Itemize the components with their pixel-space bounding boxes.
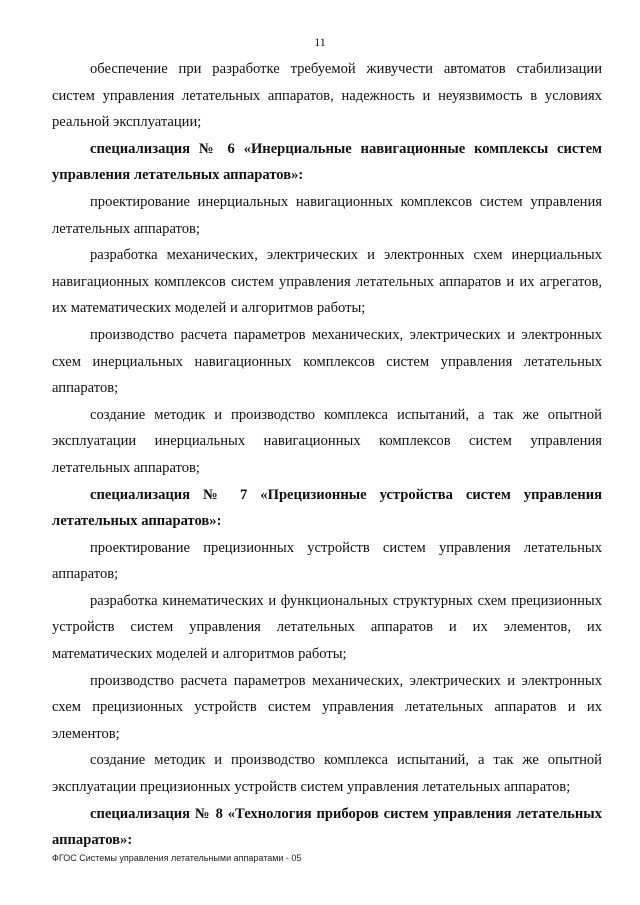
paragraph: производство расчета параметров механических, электрических и электронных схем инерциальных навигационных комплексов систем управления летательных аппаратов; (52, 326, 602, 397)
specialization-heading: специализация № 8 «Технология приборов систем управления летательных аппаратов»: (52, 805, 602, 849)
page-footer: ФГОС Системы управления летательными аппаратами - 05 (52, 853, 302, 863)
page-number: 11 (314, 35, 326, 49)
paragraph: разработка механических, электрических и электронных схем инерциальных навигационных комплексов систем управления летательных аппаратов и их агрегатов, их математических моделей и алгоритмов работы; (52, 247, 602, 317)
specialization-heading: специализация № 6 «Инерциальные навигационные комплексы систем управления летательных аппаратов»: (52, 140, 602, 184)
paragraph: проектирование прецизионных устройств систем управления летательных аппаратов; (52, 539, 602, 583)
paragraph: обеспечение при разработке требуемой живучести автоматов стабилизации систем управления летательных аппаратов, надежность и неуязвимость в условиях реальной эксплуатации; (52, 61, 602, 131)
paragraph: создание методик и производство комплекса испытаний, а так же опытной эксплуатации прецизионных устройств систем управления летательных аппаратов; (52, 752, 602, 796)
specialization-heading: специализация № 7 «Прецизионные устройства систем управления летательных аппаратов»: (52, 486, 602, 530)
paragraph: производство расчета параметров механических, электрических и электронных схем прецизионных устройств систем управления летательных аппаратов и их элементов; (52, 672, 602, 742)
document-body (52, 56, 602, 854)
paragraph: разработка кинематических и функциональных структурных схем прецизионных устройств систем управления летательных аппаратов и их элементов, их математических моделей и алгоритмов работы; (52, 592, 602, 663)
paragraph: проектирование инерциальных навигационных комплексов систем управления летательных аппаратов; (52, 193, 602, 237)
paragraph: создание методик и производство комплекса испытаний, а так же опытной эксплуатации инерциальных навигационных комплексов систем управления летательных аппаратов; (52, 406, 602, 476)
